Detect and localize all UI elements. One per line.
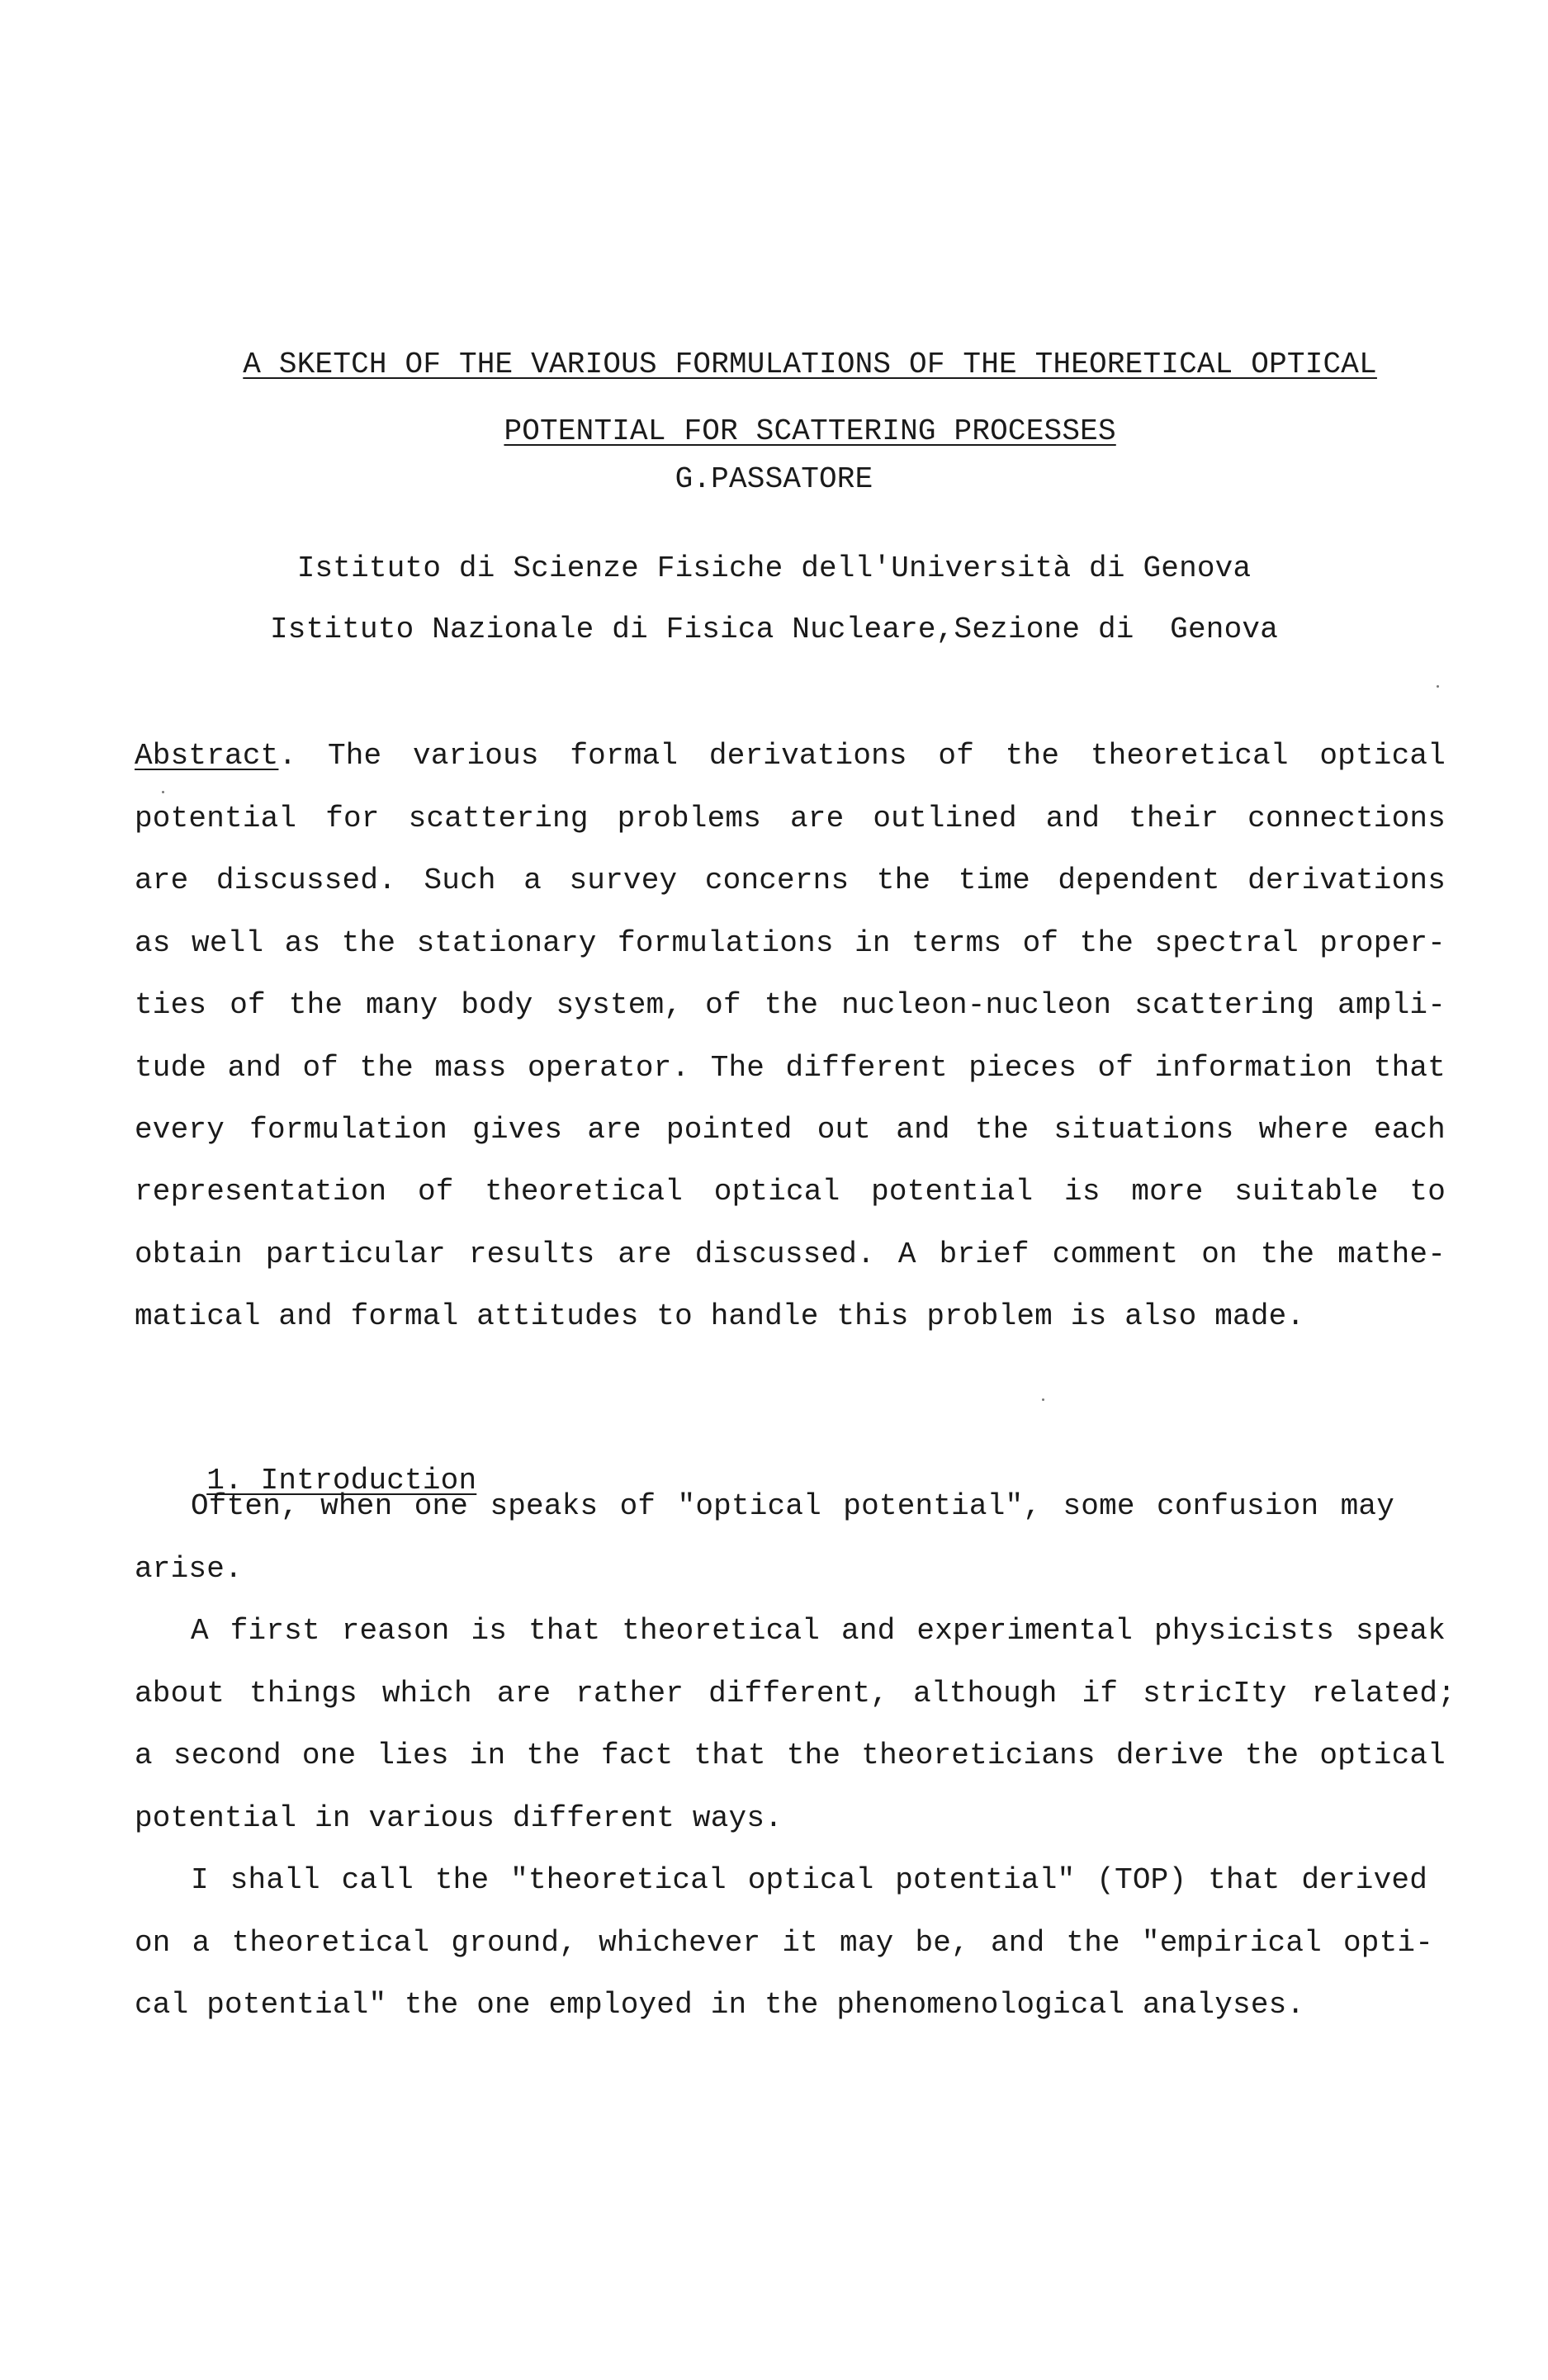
abstract-heading-punct: . xyxy=(278,739,297,773)
abstract-line-9: obtain particular results are discussed. A brief comment on the mathe- xyxy=(135,1237,1446,1271)
intro-p3-line-2: on a theoretical ground, whichever it may be, and the "empirical opti- xyxy=(135,1926,1433,1960)
abstract-line-4: as well as the stationary formulations in terms of the spectral proper- xyxy=(135,926,1446,960)
scan-speck xyxy=(1437,685,1439,688)
abstract-line-7: every formulation gives are pointed out and the situations where each xyxy=(135,1113,1446,1147)
intro-p3-line-3: cal potential" the one employed in the phenomenological analyses. xyxy=(135,1988,1305,2022)
abstract-line-6: tude and of the mass operator. The different pieces of information that xyxy=(135,1051,1446,1085)
author: G.PASSATORE xyxy=(675,462,873,496)
affiliation-2: Istituto Nazionale di Fisica Nucleare,Sezione di Genova xyxy=(270,613,1278,646)
affiliation-1: Istituto di Scienze Fisiche dell'Università di Genova xyxy=(296,551,1252,585)
intro-p2-line-4: potential in various different ways. xyxy=(135,1801,783,1835)
abstract-line-1-rest: The various formal derivations of the theoretical optical xyxy=(296,739,1446,773)
scan-speck xyxy=(1042,1398,1044,1401)
scan-speck xyxy=(162,791,164,793)
abstract-line-1 xyxy=(135,738,1446,774)
abstract-heading: Abstract xyxy=(135,739,279,773)
abstract-line-3: are discussed. Such a survey concerns the time dependent derivations xyxy=(135,864,1446,897)
intro-p2-line-3: a second one lies in the fact that the theoreticians derive the optical xyxy=(135,1739,1446,1772)
abstract-line-5: ties of the many body system, of the nucleon-nucleon scattering ampli- xyxy=(135,988,1446,1022)
intro-p2-line-1: A first reason is that theoretical and experimental physicists speak xyxy=(191,1614,1446,1648)
section-heading-text: 1. Introduction xyxy=(206,1464,477,1498)
title-line-1-text: A SKETCH OF THE VARIOUS FORMULATIONS OF THE THEORETICAL OPTICAL xyxy=(243,348,1377,381)
abstract-line-2: potential for scattering problems are outlined and their connections xyxy=(135,802,1446,835)
intro-p2-line-2: about things which are rather different, although if stricIty related; xyxy=(135,1677,1456,1710)
abstract-line-10: matical and formal attitudes to handle this problem is also made. xyxy=(135,1299,1305,1333)
title-line-2-text: POTENTIAL FOR SCATTERING PROCESSES xyxy=(504,414,1116,448)
intro-p1-line-2: arise. xyxy=(135,1552,243,1586)
intro-p3-line-1: I shall call the "theoretical optical potential" (TOP) that derived xyxy=(191,1863,1427,1897)
abstract-line-8: representation of theoretical optical potential is more suitable to xyxy=(135,1175,1446,1209)
intro-p1-line-1: Often, when one speaks of "optical potential", some confusion may xyxy=(191,1489,1394,1523)
